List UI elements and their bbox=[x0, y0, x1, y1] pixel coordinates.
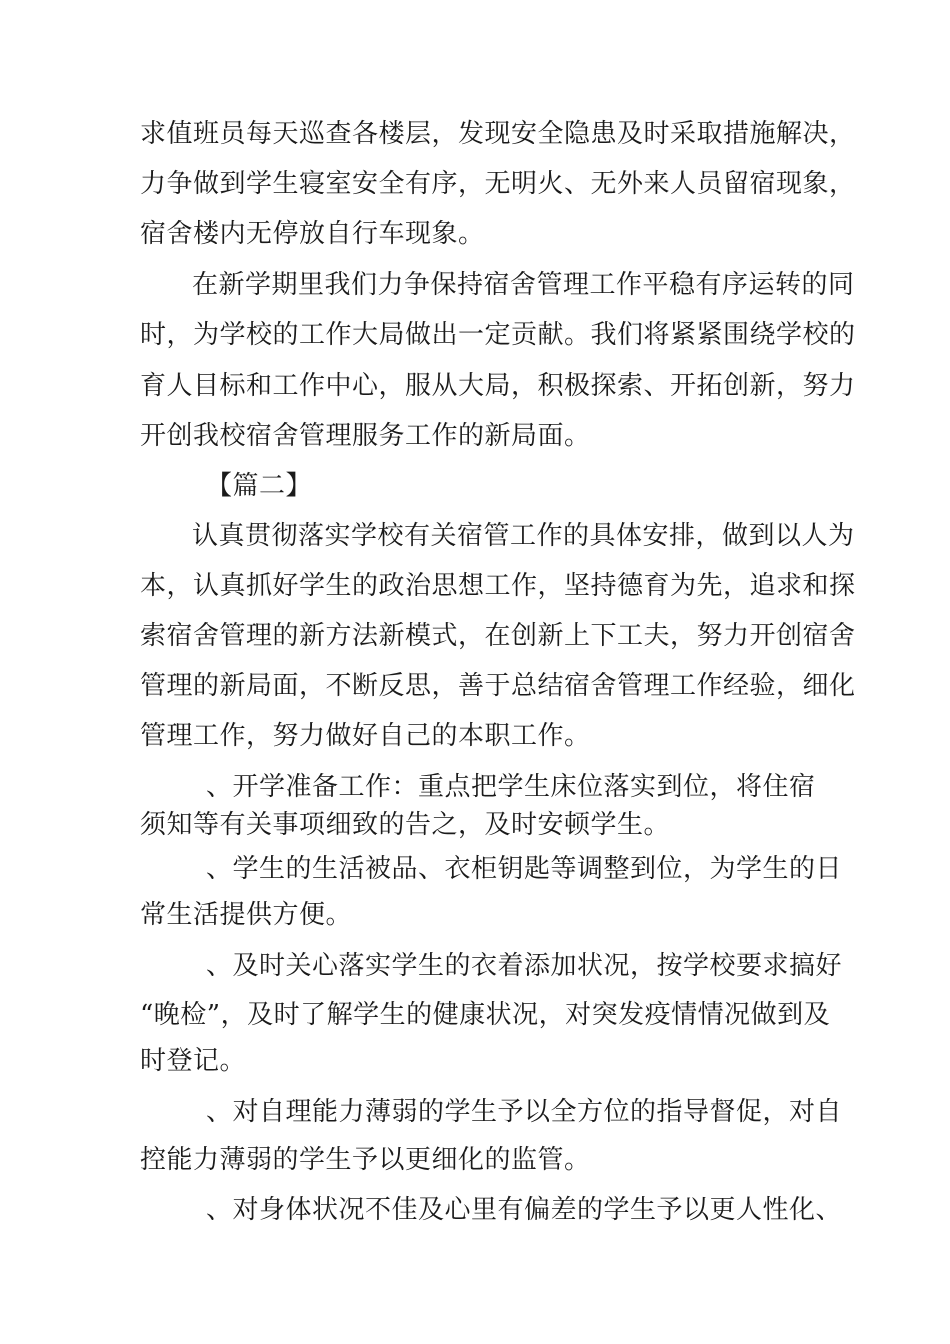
text-line: 本，认真抓好学生的政治思想工作，坚持德育为先，追求和探 bbox=[140, 571, 856, 601]
text-line: 宿舍楼内无停放自行车现象。 bbox=[140, 219, 485, 249]
text-line: 求值班员每天巡查各楼层，发现安全隐患及时采取措施解决， bbox=[140, 119, 856, 149]
list-item-line: 、对自理能力薄弱的学生予以全方位的指导督促，对自 bbox=[206, 1097, 843, 1127]
text-line: 管理工作，努力做好自己的本职工作。 bbox=[140, 721, 591, 751]
list-item-line: 、开学准备工作：重点把学生床位落实到位，将住宿 bbox=[206, 772, 816, 802]
text-line: 在新学期里我们力争保持宿舍管理工作平稳有序运转的同 bbox=[192, 270, 855, 300]
text-line: 时，为学校的工作大局做出一定贡献。我们将紧紧围绕学校的 bbox=[140, 320, 856, 350]
list-item-line: 、学生的生活被品、衣柜钥匙等调整到位，为学生的日 bbox=[206, 854, 843, 884]
text-line: 育人目标和工作中心，服从大局，积极探索、开拓创新，努力 bbox=[140, 371, 856, 401]
section-heading: 【篇二】 bbox=[206, 471, 313, 501]
text-line: 力争做到学生寝室安全有序，无明火、无外来人员留宿现象， bbox=[140, 169, 856, 199]
text-line: “晚检”，及时了解学生的健康状况，对突发疫情情况做到及 bbox=[140, 1000, 831, 1030]
text-line: 时登记。 bbox=[140, 1046, 247, 1076]
text-line: 控能力薄弱的学生予以更细化的监管。 bbox=[140, 1145, 591, 1175]
text-line: 常生活提供方便。 bbox=[140, 900, 353, 930]
text-line: 认真贯彻落实学校有关宿管工作的具体安排，做到以人为 bbox=[192, 521, 855, 551]
list-item-line: 、及时关心落实学生的衣着添加状况，按学校要求搞好 bbox=[206, 951, 843, 981]
text-line: 索宿舍管理的新方法新模式，在创新上下工夫，努力开创宿舍 bbox=[140, 621, 856, 651]
text-line: 开创我校宿舍管理服务工作的新局面。 bbox=[140, 421, 591, 451]
list-item-line: 、对身体状况不佳及心里有偏差的学生予以更人性化、 bbox=[206, 1195, 843, 1225]
text-line: 须知等有关事项细致的告之，及时安顿学生。 bbox=[140, 810, 671, 840]
text-line: 管理的新局面，不断反思，善于总结宿舍管理工作经验，细化 bbox=[140, 671, 856, 701]
